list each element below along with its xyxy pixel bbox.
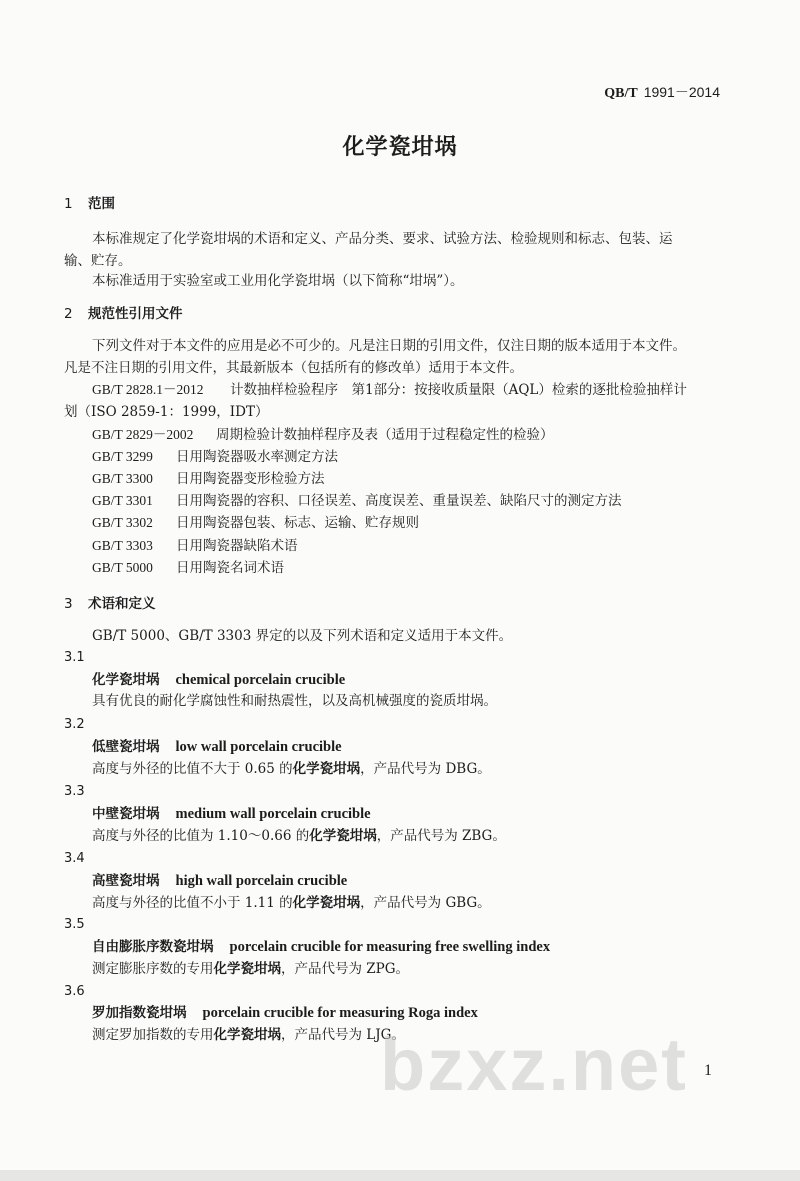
reference-title: 日用陶瓷器吸水率测定方法	[176, 449, 338, 465]
term-chinese: 自由膨胀序数瓷坩埚	[92, 939, 214, 955]
term-number: 3.1	[64, 650, 85, 665]
term-definition	[92, 893, 491, 913]
term-definition	[92, 959, 409, 979]
term-chinese: 罗加指数瓷坩埚	[92, 1005, 187, 1021]
term-heading	[92, 737, 342, 757]
reference-title: 日用陶瓷器变形检验方法	[176, 471, 325, 487]
definition-text-suffix: ，产品代号为 ZPG。	[281, 961, 410, 977]
definition-text: 测定罗加指数的专用	[92, 1027, 214, 1043]
term-number: 3.3	[64, 784, 85, 799]
term-definition	[92, 759, 491, 779]
section-number: 2	[64, 306, 73, 322]
definition-text-suffix: ，产品代号为 LJG。	[281, 1027, 405, 1043]
watermark: bzxz.net	[380, 1023, 688, 1106]
definition-text-suffix: ，产品代号为 ZBG。	[376, 828, 506, 844]
term-number: 3.2	[64, 717, 85, 732]
reference-title: 日用陶瓷器缺陷术语	[176, 538, 298, 554]
definition-text: 高度与外径的比值不大于 0.65 的	[92, 761, 293, 777]
term-number: 3.6	[64, 984, 85, 999]
term-number: 3.4	[64, 851, 85, 866]
term-heading	[92, 1003, 478, 1023]
reference-entry	[92, 536, 298, 556]
section-1-paragraph-line: 输、贮存。	[64, 253, 132, 269]
reference-entry	[92, 380, 687, 400]
term-chinese: 低壁瓷坩埚	[92, 739, 160, 755]
term-english: chemical porcelain crucible	[175, 672, 346, 688]
reference-title: 日用陶瓷器包装、标志、运输、贮存规则	[176, 515, 419, 531]
reference-entry	[92, 558, 284, 578]
reference-title: 日用陶瓷器的容积、口径误差、高度误差、重量误差、缺陷尺寸的测定方法	[176, 493, 622, 509]
section-3-heading	[64, 594, 156, 614]
term-heading	[92, 670, 345, 690]
definition-term-reference: 化学瓷坩埚	[213, 961, 281, 977]
reference-code: GB/T 3300	[92, 471, 153, 486]
section-2-paragraph-line: 下列文件对于本文件的应用是必不可少的。凡是注日期的引用文件，仅注日期的版本适用于本文件。	[92, 338, 686, 354]
reference-code: GB/T 3303	[92, 538, 153, 553]
standard-code	[604, 82, 720, 102]
section-1-paragraph-line: 本标准规定了化学瓷坩埚的术语和定义、产品分类、要求、试验方法、检验规则和标志、包装、运	[92, 231, 673, 247]
definition-text: 高度与外径的比值为 1.10～0.66 的	[92, 828, 310, 844]
page-bottom-edge	[0, 1170, 800, 1181]
term-definition	[92, 826, 506, 846]
reference-code: GB/T 2828.1－2012	[92, 382, 204, 397]
term-english: porcelain crucible for measuring free swelling index	[229, 939, 551, 955]
term-chinese: 高壁瓷坩埚	[92, 873, 160, 889]
reference-entry	[92, 425, 554, 445]
section-2-paragraph-line: 凡是不注日期的引用文件，其最新版本（包括所有的修改单）适用于本文件。	[64, 360, 523, 376]
section-number: 1	[64, 196, 73, 212]
reference-code: GB/T 3302	[92, 515, 153, 530]
definition-term-reference: 化学瓷坩埚	[309, 828, 377, 844]
reference-entry	[92, 447, 338, 467]
reference-title: 计数抽样检验程序 第1部分：按接收质量限（AQL）检索的逐批检验抽样计	[230, 382, 687, 398]
definition-term-reference: 化学瓷坩埚	[213, 1027, 281, 1043]
term-chinese: 化学瓷坩埚	[92, 672, 160, 688]
definition-text-suffix: ，产品代号为 DBG。	[360, 761, 491, 777]
section-2-heading	[64, 304, 183, 324]
definition-term-reference: 化学瓷坩埚	[292, 761, 361, 777]
section-3-paragraph: GB/T 5000、GB/T 3303 界定的以及下列术语和定义适用于本文件。	[92, 628, 513, 644]
reference-code: GB/T 2829－2002	[92, 427, 194, 442]
term-heading	[92, 871, 347, 891]
term-english: medium wall porcelain crucible	[175, 806, 371, 822]
term-definition	[92, 691, 497, 711]
reference-entry	[92, 469, 325, 489]
section-1-heading	[64, 194, 115, 214]
section-1-paragraph: 本标准适用于实验室或工业用化学瓷坩埚（以下简称“坩埚”）。	[92, 273, 464, 289]
term-english: high wall porcelain crucible	[175, 873, 348, 889]
reference-title: 日用陶瓷名词术语	[176, 560, 284, 576]
standard-code-number: 1991－2014	[643, 84, 720, 100]
reference-title: 周期检验计数抽样程序及表（适用于过程稳定性的检验）	[216, 427, 554, 443]
reference-code: GB/T 5000	[92, 560, 153, 575]
section-title: 术语和定义	[88, 596, 156, 612]
reference-code: GB/T 3301	[92, 493, 153, 508]
definition-text: 高度与外径的比值不小于 1.11 的	[92, 895, 293, 911]
definition-text: 具有优良的耐化学腐蚀性和耐热震性，以及高机械强度的瓷质坩埚。	[92, 693, 497, 709]
reference-entry	[92, 513, 419, 533]
term-heading	[92, 804, 371, 824]
standard-code-prefix: QB/T	[604, 86, 638, 101]
term-definition	[92, 1025, 405, 1045]
definition-term-reference: 化学瓷坩埚	[292, 895, 361, 911]
term-heading	[92, 937, 550, 957]
definition-text-suffix: ，产品代号为 GBG。	[360, 895, 491, 911]
section-number: 3	[64, 596, 73, 612]
term-number: 3.5	[64, 917, 85, 932]
document-title: 化学瓷坩埚	[342, 135, 458, 160]
definition-text: 测定膨胀序数的专用	[92, 961, 214, 977]
term-english: porcelain crucible for measuring Roga index	[202, 1005, 478, 1021]
section-title: 范围	[88, 196, 115, 212]
page-number: 1	[704, 1062, 712, 1079]
reference-code: GB/T 3299	[92, 449, 153, 464]
reference-entry	[92, 491, 622, 511]
term-english: low wall porcelain crucible	[175, 739, 342, 755]
reference-entry-continuation: 划（ISO 2859-1：1999，IDT）	[64, 404, 269, 420]
section-title: 规范性引用文件	[88, 306, 183, 322]
term-chinese: 中壁瓷坩埚	[92, 806, 160, 822]
